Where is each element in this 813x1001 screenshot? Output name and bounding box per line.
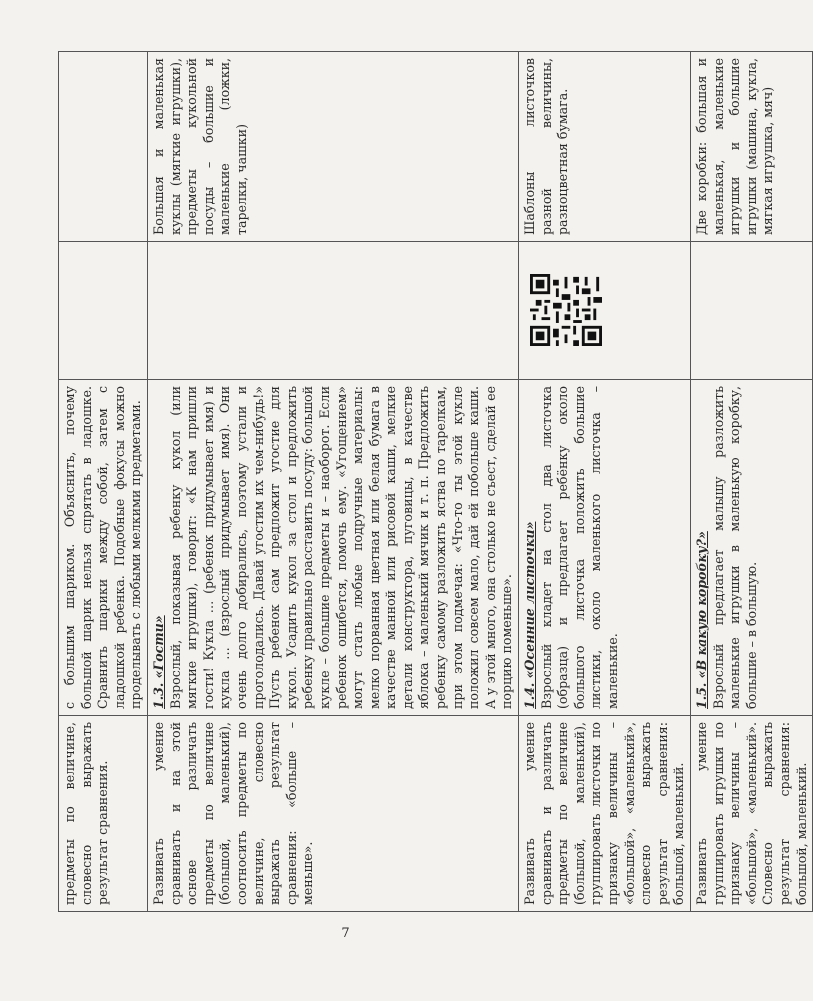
game-cell <box>519 380 691 716</box>
goal-cell: Развивать умение сравнивать и различать предметы по величине (большой, маленький), группировать листочки по признаку величины – «большой», «маленький», словесно выражать результат сравнения: большой, маленький. <box>519 716 691 912</box>
goal-cell: Развивать умение группировать игрушки по признаку величины – «большой», «маленький». Словесно выражать результат сравнения: большой, маленький. <box>690 716 812 912</box>
game-cell <box>690 380 812 716</box>
game-title: 1.3. «Гости» <box>150 615 166 709</box>
goal-cell: предметы по величине, словесно выражать результат сравнения. <box>59 716 148 912</box>
qr-cell <box>147 242 518 380</box>
page-number: 7 <box>341 926 350 941</box>
qr-cell <box>690 242 812 380</box>
goal-cell: Развивать умение сравнивать и на этой основе различать предметы по величине (большой, маленький), соотносить предметы по величине, словесно выражать результат сравнения: «больше – меньше». <box>147 716 518 912</box>
game-cell <box>147 380 518 716</box>
table-row <box>147 52 518 912</box>
game-text: с большим шариком. Объяснить, почему большой шарик нельзя спрятать в ладошке. Сравнить шарики между собой, затем с ладошкой ребенка. Подобные фокусы можно проделывать с любыми мелкими предметами. <box>62 386 144 709</box>
rotated-table-wrapper <box>58 52 809 912</box>
game-text: Взрослый предлагает малышу разложить маленькие игрушки в маленькую коробку, большие – в большую. <box>710 386 759 709</box>
table-row <box>690 52 812 912</box>
games-table <box>58 51 813 912</box>
materials-cell: Шаблоны листочков разной величины, разноцветная бумага. <box>519 52 691 242</box>
materials-cell <box>59 52 148 242</box>
table-row <box>59 52 148 912</box>
qr-code-icon[interactable] <box>530 275 602 347</box>
table-row <box>519 52 691 912</box>
qr-cell <box>519 242 691 380</box>
materials-cell: Две коробки: большая и маленькая, маленькие игрушки и большие игрушки (машина, кукла, мягкая игрушка, мяч) <box>690 52 812 242</box>
game-cell <box>59 380 148 716</box>
game-text: Взрослый кладет на стол два листочка (образца) и предлагает ребёнку около большого листочка положить большие листики, около маленького листочка – маленькие. <box>538 386 620 709</box>
materials-cell: Большая и маленькая куклы (мягкие игрушки), предметы кукольной посуды – большие и маленькие (ложки, тарелки, чашки) <box>147 52 518 242</box>
game-title: 1.5. «В какую коробку?» <box>693 531 709 709</box>
game-text: Взрослый, показывая ребенку кукол (или мягкие игрушки), говорит: «К нам пришли гости! Кукла … (ребенок придумывает имя) и кукла … (взрослый придумывает имя). Они очень долго добирались, поэтому устали и проголодались. Давай угостим их чем-нибудь!» Пусть ребенок сам предложит угостие для кукол. Усадить кукол за стол и предложить ребенку правильно расставить посуду: большой кукле – большие предметы и – наоборот. Если ребенок ошибется, помочь ему. «Угощением» могут стать любые подручные материалы: мелко порванная цветная или белая бумага в качестве манной или рисовой каши, мелкие детали конструктора, пуговицы, в качестве яблока – маленький мячик и т. п. Предложить ребенку самому разложить яства по тарелкам, при этом подмечая: «Что-то ты этой кукле положил совсем мало, дай ей побольше каши. А у этой много, она столько не съест, сделай ее порцию поменьше». <box>167 386 515 709</box>
game-title: 1.4. «Осенние листочки» <box>522 521 538 709</box>
qr-cell <box>59 242 148 380</box>
